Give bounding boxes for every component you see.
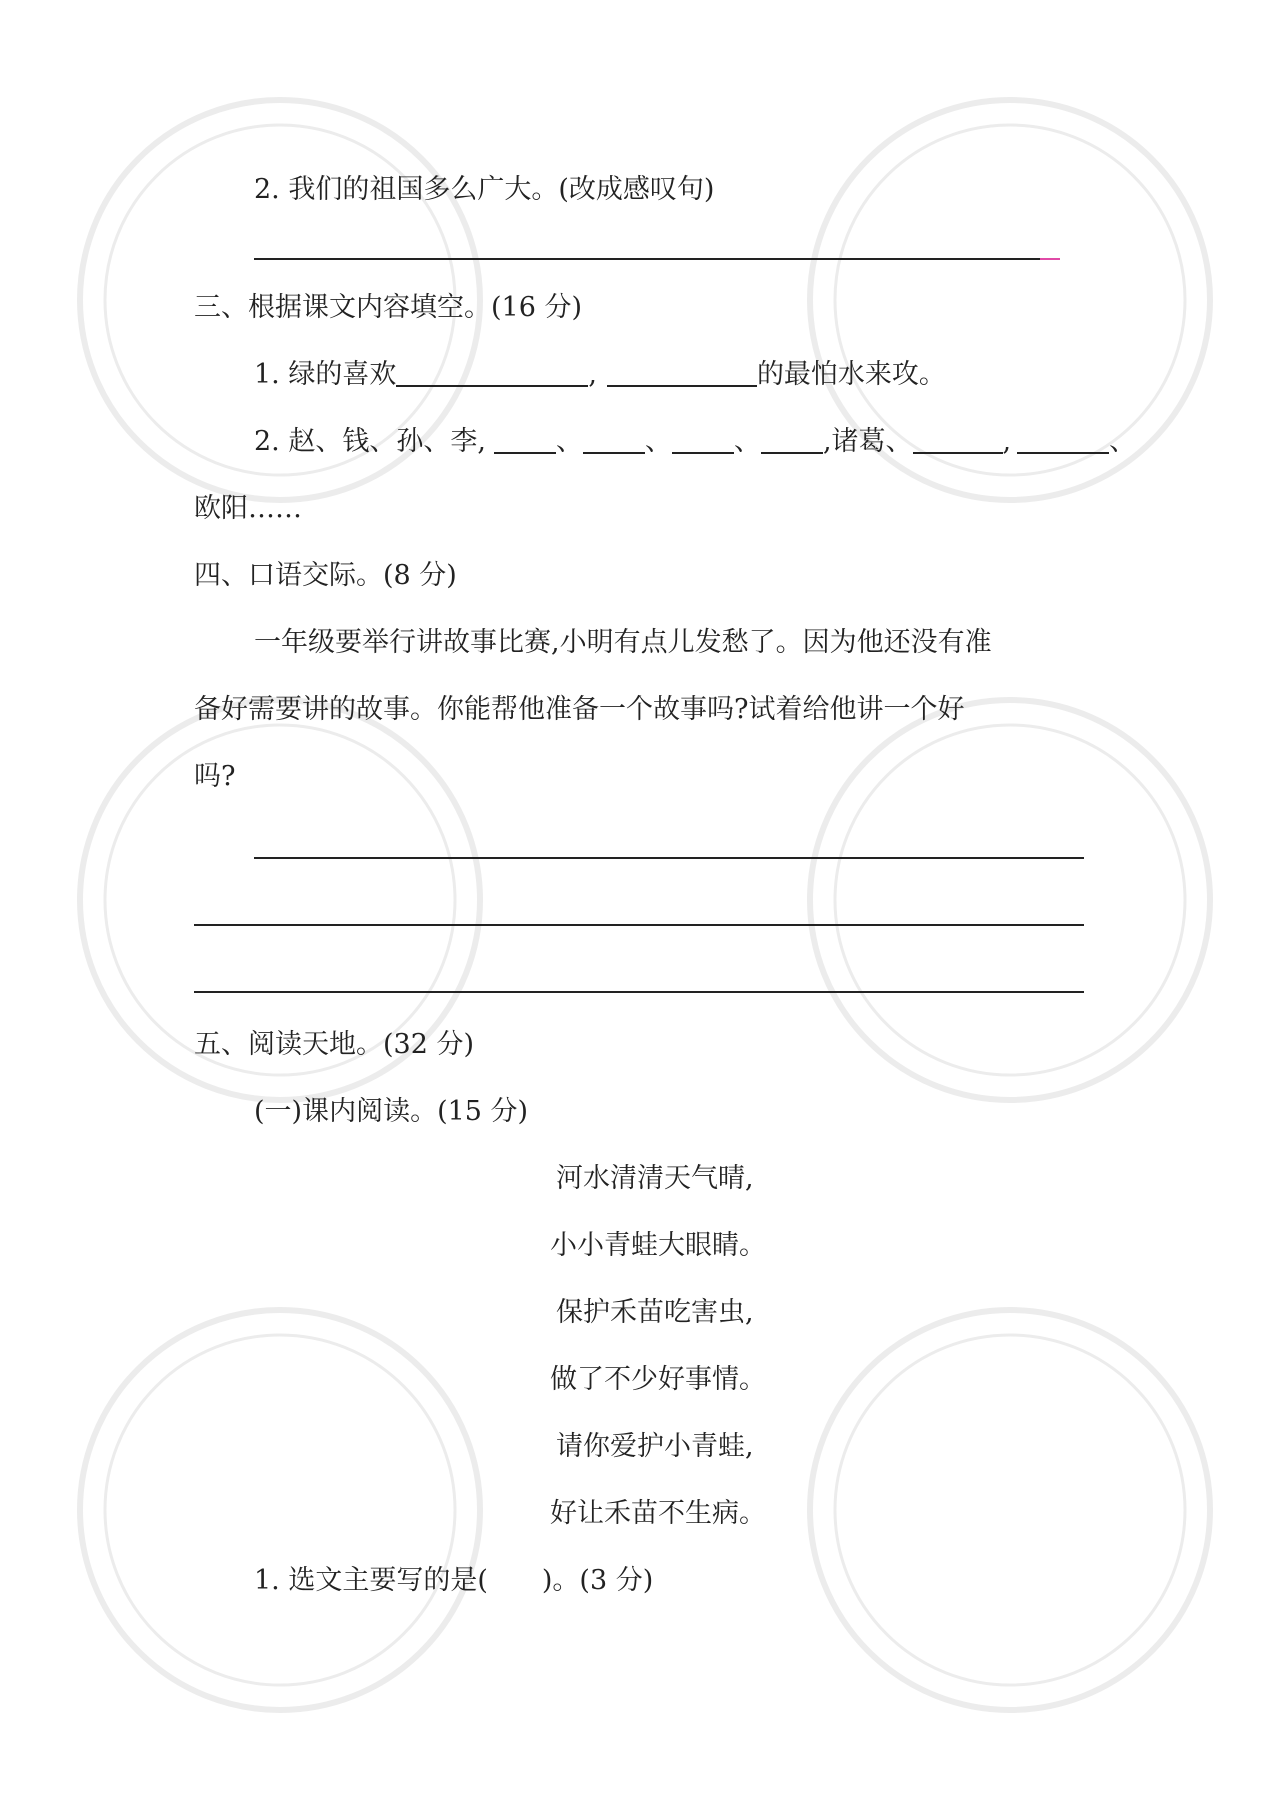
exercise-3-2 <box>254 422 1136 462</box>
separator: ,诸葛、 <box>822 426 913 457</box>
poem-line: 小小青蛙大眼睛。 <box>550 1230 766 1261</box>
poem-line: 好让禾苗不生病。 <box>550 1498 766 1529</box>
section-5-heading: 五、阅读天地。(32 分) <box>194 1029 475 1060</box>
fill-blank[interactable] <box>494 428 556 454</box>
section-4-prompt-line-2: 备好需要讲的故事。你能帮他准备一个故事吗?试着给他讲一个好 <box>194 694 965 725</box>
section-4-prompt-line-3: 吗? <box>194 761 236 792</box>
separator: 、 <box>1109 426 1137 457</box>
exercise-3-1-sep: , <box>588 359 597 390</box>
fill-blank[interactable] <box>396 361 588 387</box>
question-5-1: 1. 选文主要写的是( )。(3 分) <box>254 1565 654 1596</box>
section-3-heading: 三、根据课文内容填空。(16 分) <box>194 292 583 323</box>
watermark-stamp <box>800 690 1220 1110</box>
exercise-3-1-suffix: 的最怕水来攻。 <box>756 359 946 390</box>
answer-line[interactable] <box>194 991 1084 993</box>
poem-line: 做了不少好事情。 <box>550 1364 766 1395</box>
exercise-3-2-prefix: 2. 赵、钱、孙、李, <box>254 426 486 457</box>
answer-line[interactable] <box>194 924 1084 926</box>
exercise-2-2: 2. 我们的祖国多么广大。(改成感叹句) <box>254 174 715 205</box>
separator: 、 <box>644 426 672 457</box>
fill-blank[interactable] <box>672 428 734 454</box>
poem-line: 请你爱护小青蛙, <box>556 1431 754 1462</box>
watermark-stamp <box>70 1300 490 1720</box>
separator: , <box>1002 426 1012 457</box>
fill-blank[interactable] <box>583 428 645 454</box>
separator: 、 <box>733 426 761 457</box>
fill-blank[interactable] <box>607 361 757 387</box>
watermark-stamp <box>800 1300 1220 1720</box>
fill-blank[interactable] <box>761 428 823 454</box>
poem-line: 河水清清天气晴, <box>556 1163 754 1194</box>
answer-line-end-mark <box>1040 258 1060 260</box>
section-4-heading: 四、口语交际。(8 分) <box>194 560 457 591</box>
fill-blank[interactable] <box>913 428 1003 454</box>
answer-line[interactable] <box>254 857 1084 859</box>
fill-blank[interactable] <box>1017 428 1109 454</box>
exercise-3-1 <box>254 355 946 395</box>
poem-line: 保护禾苗吃害虫, <box>556 1297 754 1328</box>
exercise-3-1-prefix: 1. 绿的喜欢 <box>254 359 397 390</box>
section-5-subheading: (一)课内阅读。(15 分) <box>254 1096 529 1127</box>
answer-line[interactable] <box>254 258 1044 260</box>
separator: 、 <box>555 426 583 457</box>
exercise-3-2-continued: 欧阳…… <box>194 493 302 524</box>
section-4-prompt-line-1: 一年级要举行讲故事比赛,小明有点儿发愁了。因为他还没有准 <box>254 627 992 658</box>
